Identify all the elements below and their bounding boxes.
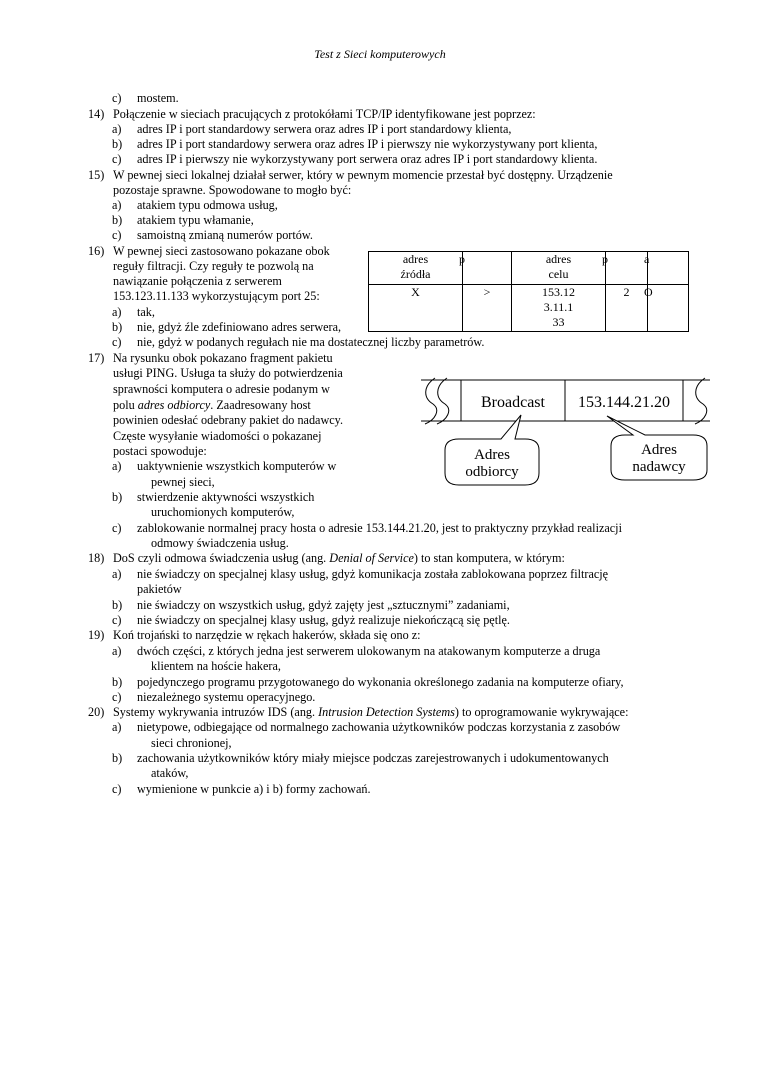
question-text: ) to oprogramowanie wykrywające: (454, 705, 629, 719)
table-cell-text: X (411, 285, 420, 299)
filter-rules-table (368, 251, 689, 332)
question-text: Systemy wykrywania intruzów IDS (ang. (113, 705, 319, 719)
question-number: 19) (88, 628, 105, 642)
answer-letter: b) (112, 137, 123, 151)
answer-text: atakiem typu włamanie, (137, 213, 254, 227)
answer-text: adres IP i port standardowy serwera oraz adres IP i pierwszy nie wykorzystywany port klienta, (137, 137, 598, 151)
question-text: Połączenie w sieciach pracujących z protokółami TCP/IP identyfikowane jest poprzez: (113, 107, 536, 121)
ping-packet-diagram (415, 372, 715, 490)
table-cell-text: 3.11.1 (543, 300, 574, 314)
answer-text: nie, gdyż źle zdefiniowano adres serwera, (137, 320, 342, 334)
answer-letter: a) (112, 122, 122, 136)
answer-text: atakiem typu odmowa usług, (137, 198, 278, 212)
question-number: 17) (88, 351, 105, 365)
answer-text: zablokowanie normalnej pracy hosta o adresie 153.144.21.20, jest to praktyczny przykład realizacji (137, 521, 622, 535)
question-text: nawiązanie połączenia z serwerem (113, 274, 282, 288)
answer-letter: a) (112, 459, 122, 473)
question-text: 153.123.11.133 wykorzystującym port 25: (113, 289, 320, 303)
col-port-1 (459, 252, 512, 285)
answer-letter: b) (112, 320, 123, 334)
answer-text: ataków, (151, 766, 189, 780)
recipient-callout-line1: Adres (474, 447, 510, 463)
col-source-address (369, 252, 463, 285)
question-text: polu (113, 398, 138, 412)
page-header: Test z Sieci komputerowych (314, 47, 446, 61)
question-text-italic: adres odbiorcy (137, 398, 211, 412)
answer-letter: c) (112, 782, 122, 796)
sender-callout-line1: Adres (641, 442, 677, 458)
answer-text: pewnej sieci, (151, 475, 215, 489)
answer-text: samoistną zmianą numerów portów. (137, 228, 313, 242)
question-number: 16) (88, 244, 105, 258)
table-cell-text: > (483, 285, 491, 299)
answer-text: niezależnego systemu operacyjnego. (137, 690, 316, 704)
question-text: sprawności komputera o adresie podanym w (113, 382, 330, 396)
cell-action (644, 285, 689, 332)
question-text: ) to stan komputera, w którym: (413, 551, 565, 565)
answer-letter: b) (112, 675, 123, 689)
question-text: reguły filtracji. Czy reguły te pozwolą na (113, 259, 314, 273)
answer-letter: b) (112, 751, 123, 765)
question-text-italic: Intrusion Detection Systems (318, 705, 455, 719)
question-number: 20) (88, 705, 105, 719)
table-cell-text: 2 (623, 285, 630, 299)
question-text: usługi PING. Usługa ta służy do potwierdzenia (113, 366, 343, 380)
answer-letter: b) (112, 213, 123, 227)
question-text: postaci spowoduje: (113, 444, 207, 458)
answer-text: zachowania użytkowników który miały miejsce podczas zarejestrowanych i udokumentowanych (137, 751, 609, 765)
answer-text: sieci chronionej, (151, 736, 232, 750)
cell-port-1 (463, 285, 512, 332)
answer-letter: c) (112, 335, 122, 349)
recipient-callout-line2: odbiorcy (465, 464, 519, 480)
answer-text: nietypowe, odbiegające od normalnego zachowania użytkowników podczas korzystania z zasobów (137, 720, 621, 734)
table-cell-text: 153.12 (542, 285, 575, 299)
answer-letter: a) (112, 567, 122, 581)
question-text: W pewnej sieci lokalnej działał serwer, który w pewnym momencie przestał być dostępny. Urządzenie (113, 168, 613, 182)
table-cell-text: p (602, 252, 608, 266)
answer-text: nie świadczy on wszystkich usług, gdyż zajęty jest „sztucznymi” zadaniami, (137, 598, 510, 612)
cell-source (369, 285, 463, 332)
answer-letter: c) (112, 613, 122, 627)
answer-letter: c) (112, 521, 122, 535)
answer-letter: c) (112, 91, 122, 105)
table-cell-text: a (644, 252, 650, 266)
answer-text: mostem. (137, 91, 179, 105)
col-action (644, 252, 689, 285)
answer-letter: c) (112, 690, 122, 704)
question-text: . Zaadresowany host (210, 398, 311, 412)
col-port-2 (602, 252, 648, 285)
answer-text: uruchomionych komputerów, (151, 505, 295, 519)
table-cell-text: źródła (400, 267, 431, 281)
question-text: powinien odesłać odebrany pakiet do nadawcy. (113, 413, 344, 427)
question-text: pozostaje sprawne. Spowodowane to mogło być: (113, 183, 352, 197)
answer-text: pakietów (137, 582, 182, 596)
answer-text: stwierdzenie aktywności wszystkich (137, 490, 315, 504)
table-cell-text: p (459, 252, 465, 266)
answer-letter: a) (112, 198, 122, 212)
answer-text: dwóch części, z których jedna jest serwerem ulokowanym na atakowanym komputerze a druga (137, 644, 601, 658)
answer-text: wymienione w punkcie a) i b) formy zachowań. (137, 782, 371, 796)
answer-text: tak, (137, 305, 155, 319)
answer-text: nie świadczy on specjalnej klasy usług, gdyż komunikacja została zablokowana poprzez filtrację (137, 567, 609, 581)
answer-text: pojedynczego programu przygotowanego do wykonania określonego zadania na komputerze ofiary, (137, 675, 624, 689)
table-cell-text: O (644, 285, 653, 299)
table-cell-text: adres (402, 252, 429, 266)
answer-letter: b) (112, 598, 123, 612)
table-cell-text: adres (545, 252, 572, 266)
answer-text: uaktywnienie wszystkich komputerów w (137, 459, 337, 473)
cell-dest (512, 285, 606, 332)
table-cell-text: 33 (552, 315, 565, 329)
broadcast-field: Broadcast (481, 394, 545, 411)
answer-letter: a) (112, 644, 122, 658)
filter-table-header-row (369, 252, 689, 285)
question-number: 18) (88, 551, 105, 565)
answer-letter: a) (112, 720, 122, 734)
answer-letter: b) (112, 490, 123, 504)
answer-text: klientem na hoście hakera, (151, 659, 281, 673)
sender-address-field: 153.144.21.20 (578, 394, 670, 411)
question-text: Częste wysyłanie wiadomości o pokazanej (113, 429, 322, 443)
table-cell-text: celu (548, 267, 569, 281)
answer-text: nie świadczy on specjalnej klasy usług, gdyż realizuje niekończącą się pętlę. (137, 613, 510, 627)
col-dest-address (512, 252, 606, 285)
question-text-italic: Denial of Service (329, 551, 414, 565)
question-text: DoS czyli odmowa świadczenia usług (ang. (113, 551, 330, 565)
question-text: W pewnej sieci zastosowano pokazane obok (113, 244, 330, 258)
cell-port-2 (606, 285, 648, 332)
answer-letter: c) (112, 152, 122, 166)
question-text: Na rysunku obok pokazano fragment pakietu (113, 351, 333, 365)
answer-letter: c) (112, 228, 122, 242)
answer-letter: a) (112, 305, 122, 319)
question-text: Koń trojański to narzędzie w rękach hakerów, składa się ono z: (113, 628, 421, 642)
answer-text: odmowy świadczenia usług. (151, 536, 289, 550)
sender-callout-line2: nadawcy (632, 459, 686, 475)
question-number: 14) (88, 107, 105, 121)
answer-text: nie, gdyż w podanych regułach nie ma dostatecznej liczby parametrów. (137, 335, 485, 349)
filter-table-row (369, 285, 689, 332)
answer-text: adres IP i port standardowy serwera oraz adres IP i port standardowy klienta, (137, 122, 512, 136)
answer-text: adres IP i pierwszy nie wykorzystywany port serwera oraz adres IP i port standardowy klienta. (137, 152, 598, 166)
question-number: 15) (88, 168, 105, 182)
